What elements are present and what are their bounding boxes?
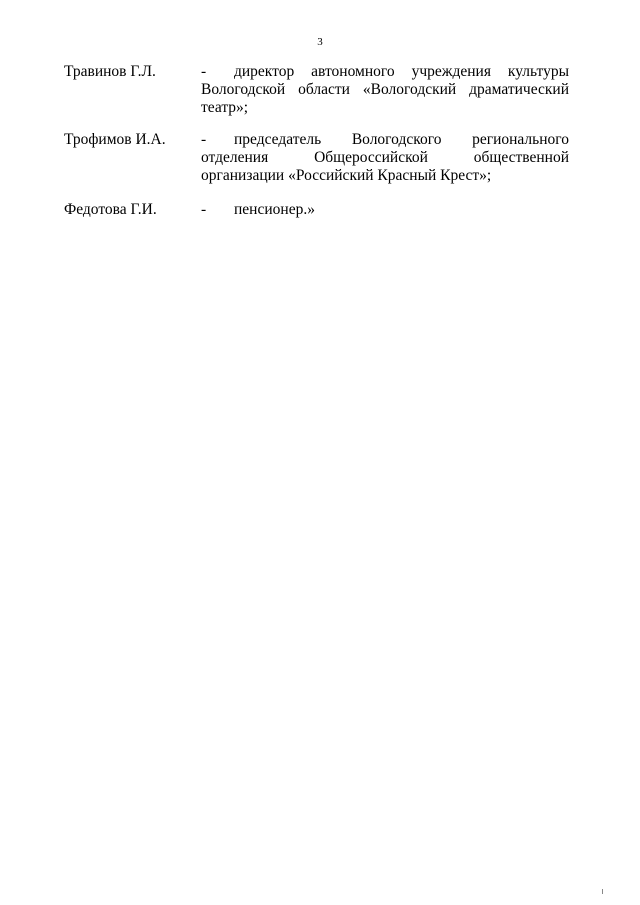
dash-separator: - xyxy=(201,131,207,148)
list-entry-trofimov xyxy=(64,131,569,185)
person-description: директор автономного учреждения культуры Вологодской области «Вологодский драматический театр»; xyxy=(201,63,569,116)
list-entry-fedotova xyxy=(64,201,569,219)
dash-separator: - xyxy=(201,63,207,80)
person-name: Травинов Г.Л. xyxy=(64,63,156,80)
person-description: председатель Вологодского регионального отделения Общероссийской общественной организации «Российский Красный Крест»; xyxy=(201,131,569,184)
dash-separator: - xyxy=(201,201,207,218)
person-name: Федотова Г.И. xyxy=(64,201,157,218)
person-description: пенсионер.» xyxy=(234,201,315,218)
list-entry-travinov xyxy=(64,63,569,117)
scan-mark xyxy=(602,889,603,894)
person-name: Трофимов И.А. xyxy=(64,131,166,148)
page-number: 3 xyxy=(317,36,323,48)
